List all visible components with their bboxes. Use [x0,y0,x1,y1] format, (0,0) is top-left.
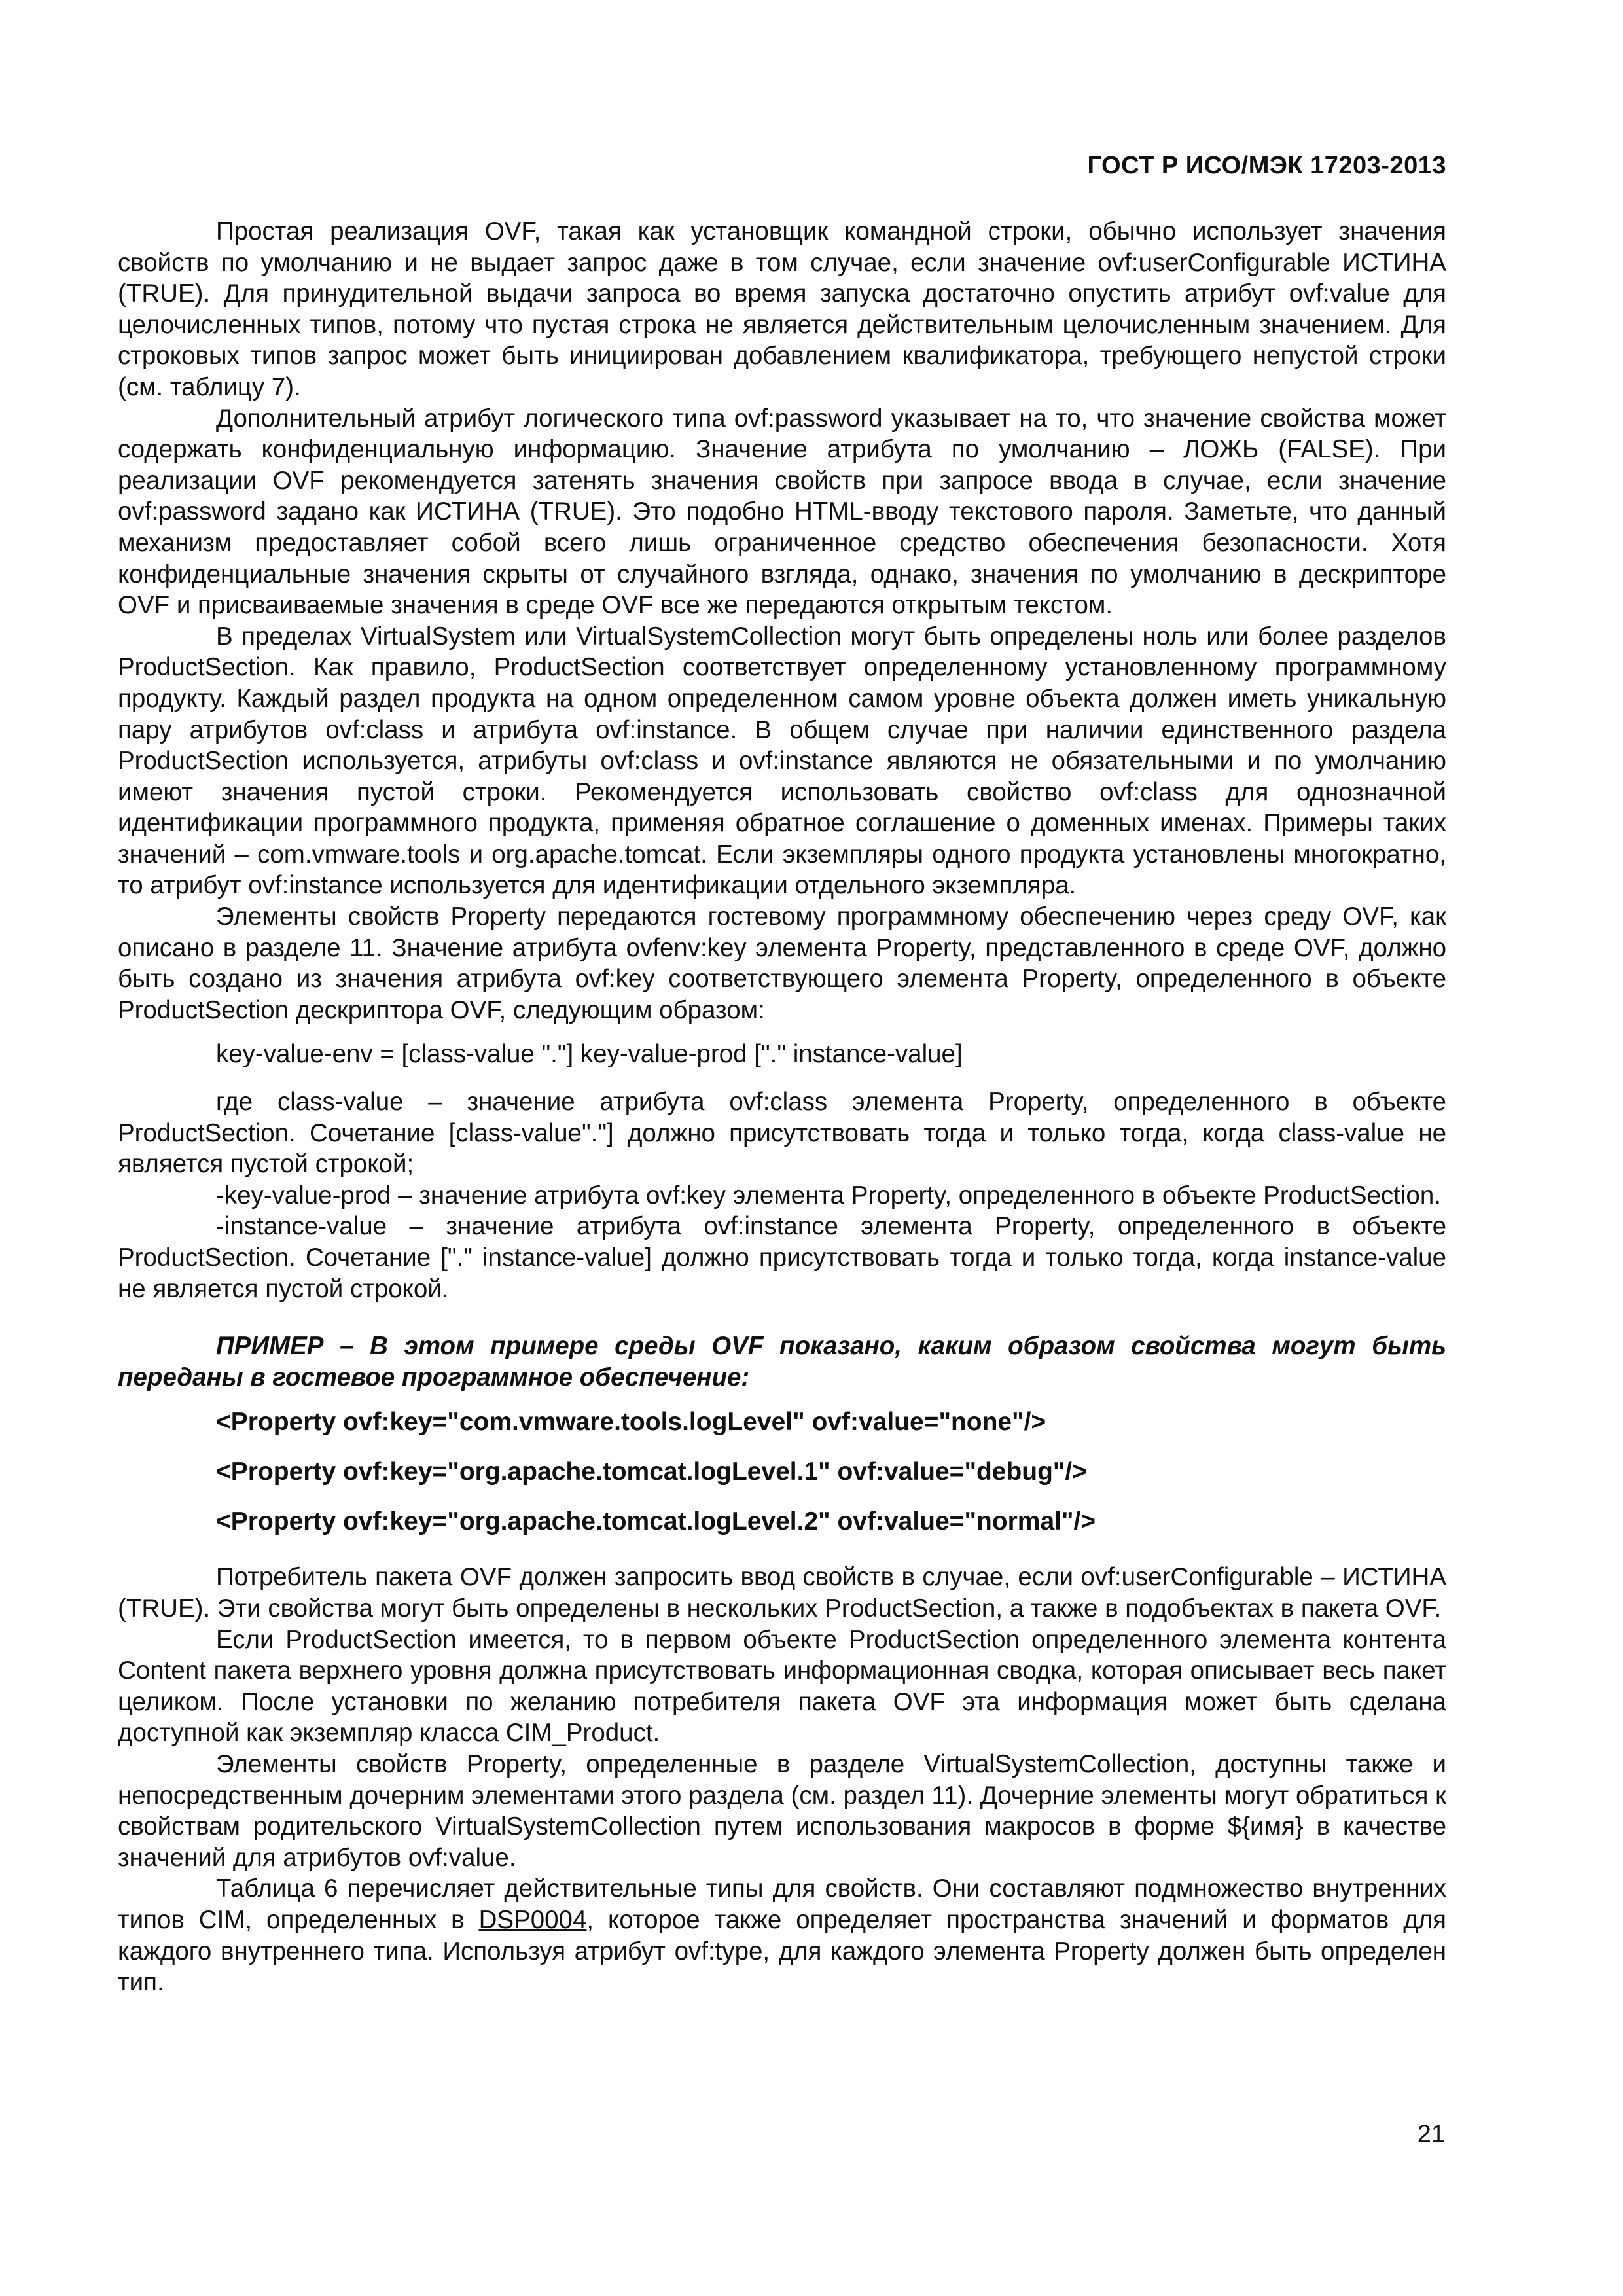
code-line: <Property ovf:key="com.vmware.tools.logLevel" ovf:value="none"/> [216,1408,1046,1437]
paragraph: -key-value-prod – значение атрибута ovf:key элемента Property, определенного в объекте ProductSection. [216,1181,1441,1210]
paragraph: В пределах VirtualSystem или VirtualSystemCollection могут быть определены ноль или более разделов ProductSection. Как правило, ProductSection соответствует определенному установленному программному продукту. Каждый раздел продукта на одном определенном самом уровне объекта должен иметь уникальную пару атрибутов ovf:class и атрибута ovf:instance. В общем случае при наличии единственного раздела ProductSection используется, атрибуты ovf:class и ovf:instance являются не обязательными и по умолчанию имеют значения пустой строки. Рекомендуется использовать свойство ovf:class для однозначной идентификации программного продукта, применяя обратное соглашение о доменных именах. Примеры таких значений – com.vmware.tools и org.apache.tomcat. Если экземпляры одного продукта установлены многократно, то атрибут ovf:instance используется для идентификации отдельного экземпляра. [118,622,1446,900]
paragraph: Если ProductSection имеется, то в первом объекте ProductSection определенного элемента контента Content пакета верхнего уровня должна присутствовать информационная сводка, которая описывает весь пакет целиком. После установки по желанию потребителя пакета OVF эта информация может быть сделана доступной как экземпляр класса CIM_Product. [118,1625,1446,1748]
paragraph-text: , которое также определяет пространства значений и форматов для каждого внутреннего типа. Используя атрибут ovf:type, для каждого элемента Property должен быть определен тип. [118,1905,1447,1997]
code-line: <Property ovf:key="org.apache.tomcat.logLevel.2" ovf:value="normal"/> [216,1507,1096,1536]
paragraph: Элементы свойств Property передаются гостевому программному обеспечению через среду OVF, как описано в разделе 11. Значение атрибута ovfenv:key элемента Property, представленного в среде OVF, должно быть создано из значения атрибута ovf:key соответствующего элемента Property, определенного в объекте ProductSection дескриптора OVF, следующим образом: [118,903,1446,1024]
paragraph: где class-value – значение атрибута ovf:class элемента Property, определенного в объекте ProductSection. Сочетание [class-value"."] должно присутствовать тогда и только тогда, когда class-value не является пустой строкой; [118,1088,1446,1179]
page-number: 21 [1417,2121,1445,2148]
dsp0004-link[interactable]: DSP0004 [478,1905,587,1934]
paragraph-text: Таблица 6 перечисляет действительные типы для свойств. Они составляют подмножество внутренних типов CIM, определенных в [118,1874,1446,1934]
example-heading: ПРИМЕР – В этом примере среды OVF показано, каким образом свойства могут быть переданы в гостевое программное обеспечение: [118,1332,1446,1391]
paragraph: Дополнительный атрибут логического типа ovf:password указывает на то, что значение свойства может содержать конфиденциальную информацию. Значение атрибута по умолчанию – ЛОЖЬ (FALSE). При реализации OVF рекомендуется затенять значения свойств при запросе ввода в случае, если значение ovf:password задано как ИСТИНА (TRUE). Это подобно HTML-вводу текстового пароля. Заметьте, что данный механизм предоставляет собой всего лишь ограниченное средство обеспечения безопасности. Хотя конфиденциальные значения скрыты от случайного взгляда, однако, значения по умолчанию в дескрипторе OVF и присваиваемые значения в среде OVF все же передаются открытым текстом. [118,404,1446,620]
standard-header: ГОСТ Р ИСО/МЭК 17203-2013 [1087,152,1446,179]
key-formula: key-value-env = [class-value "."] key-value-prod ["." instance-value] [216,1040,963,1069]
code-line: <Property ovf:key="org.apache.tomcat.logLevel.1" ovf:value="debug"/> [216,1458,1088,1486]
paragraph: -instance-value – значение атрибута ovf:instance элемента Property, определенного в объекте ProductSection. Сочетание ["." instance-value] должно присутствовать тогда и только тогда, когда instance-value не является пустой строкой. [118,1212,1446,1303]
paragraph [118,1873,1446,1998]
paragraph: Элементы свойств Property, определенные в разделе VirtualSystemCollection, доступны также и непосредственным дочерним элементами этого раздела (см. раздел 11). Дочерние элементы могут обратиться к свойствам родительского VirtualSystemCollection путем использования макросов в форме ${имя} в качестве значений для атрибутов ovf:value. [118,1749,1446,1872]
paragraph: Потребитель пакета OVF должен запросить ввод свойств в случае, если ovf:userConfigurable – ИСТИНА (TRUE). Эти свойства могут быть определены в нескольких ProductSection, а также в подобъектах в пакета OVF. [118,1563,1446,1623]
paragraph: Простая реализация OVF, такая как установщик командной строки, обычно использует значения свойств по умолчанию и не выдает запрос даже в том случае, если значение ovf:userConfigurable ИСТИНА (TRUE). Для принудительной выдачи запроса во время запуска достаточно опустить атрибут ovf:value для целочисленных типов, потому что пустая строка не является действительным целочисленным значением. Для строковых типов запрос может быть инициирован добавлением квалификатора, требующего непустой строки (см. таблицу 7). [118,217,1446,401]
document-body [118,216,1446,1998]
